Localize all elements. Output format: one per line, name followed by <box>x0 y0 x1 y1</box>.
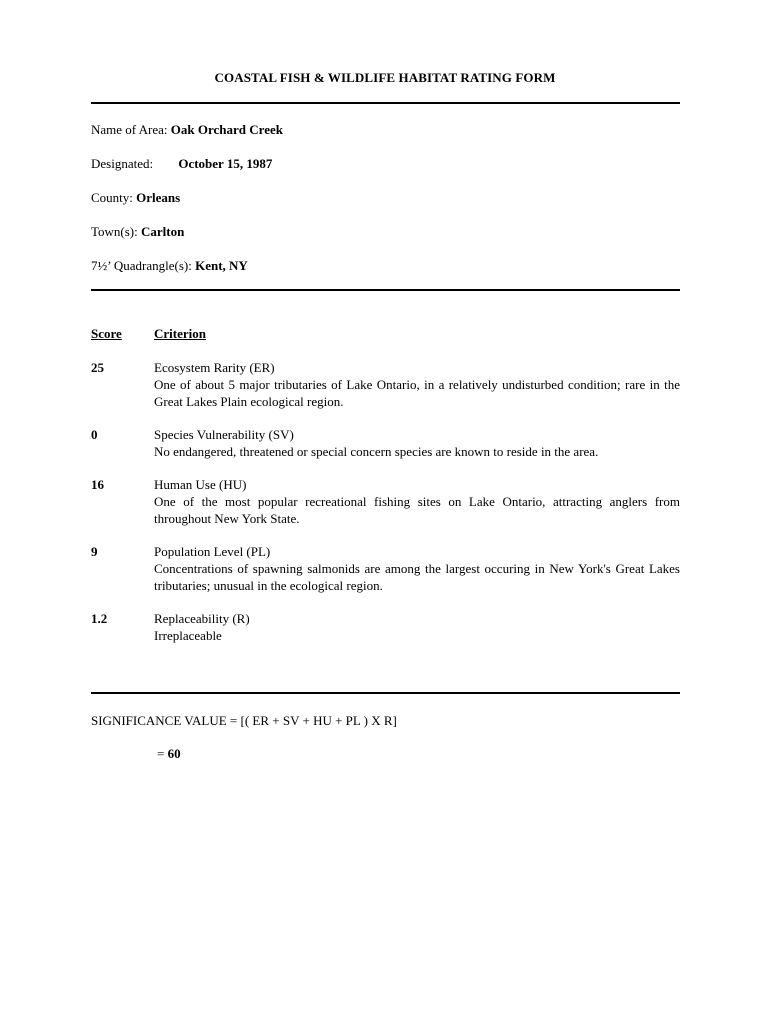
criterion-text <box>154 543 680 594</box>
criterion-name: Human Use (HU) <box>154 477 247 492</box>
criterion-description: One of about 5 major tributaries of Lake Ontario, in a relatively undisturbed condition; rare in the Great Lakes Plain ecological region. <box>154 377 680 409</box>
towns-value: Carlton <box>141 224 185 239</box>
criterion-score: 25 <box>91 360 104 375</box>
criterion-description: Irreplaceable <box>154 628 222 643</box>
quadrangle-line <box>91 258 248 274</box>
significance-value: 60 <box>167 746 181 761</box>
towns-label: Town(s): <box>91 224 138 239</box>
area-name-line <box>91 122 283 138</box>
towns-line <box>91 224 184 240</box>
criterion-text <box>154 426 680 460</box>
significance-formula: SIGNIFICANCE VALUE = [( ER + SV + HU + PL ) X R] <box>91 713 397 728</box>
criterion-column-header: Criterion <box>154 326 206 341</box>
form-title: COASTAL FISH & WILDLIFE HABITAT RATING FORM <box>214 70 556 85</box>
score-column-header: Score <box>91 326 122 341</box>
criterion-name: Species Vulnerability (SV) <box>154 427 294 442</box>
criterion-score: 16 <box>91 477 104 492</box>
county-line <box>91 190 180 206</box>
significance-result <box>157 746 181 762</box>
county-label: County: <box>91 190 133 205</box>
top-divider <box>91 102 680 104</box>
significance-divider <box>91 692 680 694</box>
designated-value: October 15, 1987 <box>178 156 273 171</box>
criterion-description: Concentrations of spawning salmonids are among the largest occuring in New York's Great Lakes tributaries; unusual in the ecological region. <box>154 561 680 593</box>
criterion-score: 1.2 <box>91 611 108 626</box>
quadrangle-value: Kent, NY <box>195 258 248 273</box>
criterion-score: 9 <box>91 544 98 559</box>
info-divider <box>91 289 680 291</box>
criterion-text <box>154 610 680 644</box>
criterion-description: One of the most popular recreational fishing sites on Lake Ontario, attracting anglers from throughout New York State. <box>154 494 680 526</box>
criterion-text <box>154 359 680 410</box>
criterion-name: Replaceability (R) <box>154 611 250 626</box>
criterion-name: Population Level (PL) <box>154 544 271 559</box>
criterion-description: No endangered, threatened or special concern species are known to reside in the area. <box>154 444 599 459</box>
equals-sign: = <box>157 746 165 761</box>
criterion-score: 0 <box>91 427 98 442</box>
criterion-text <box>154 476 680 527</box>
designated-label: Designated: <box>91 156 154 171</box>
area-name-value: Oak Orchard Creek <box>170 122 283 137</box>
quadrangle-label: 7½’ Quadrangle(s): <box>91 258 192 273</box>
area-name-label: Name of Area: <box>91 122 168 137</box>
county-value: Orleans <box>136 190 181 205</box>
criterion-name: Ecosystem Rarity (ER) <box>154 360 275 375</box>
designated-line <box>91 156 272 172</box>
